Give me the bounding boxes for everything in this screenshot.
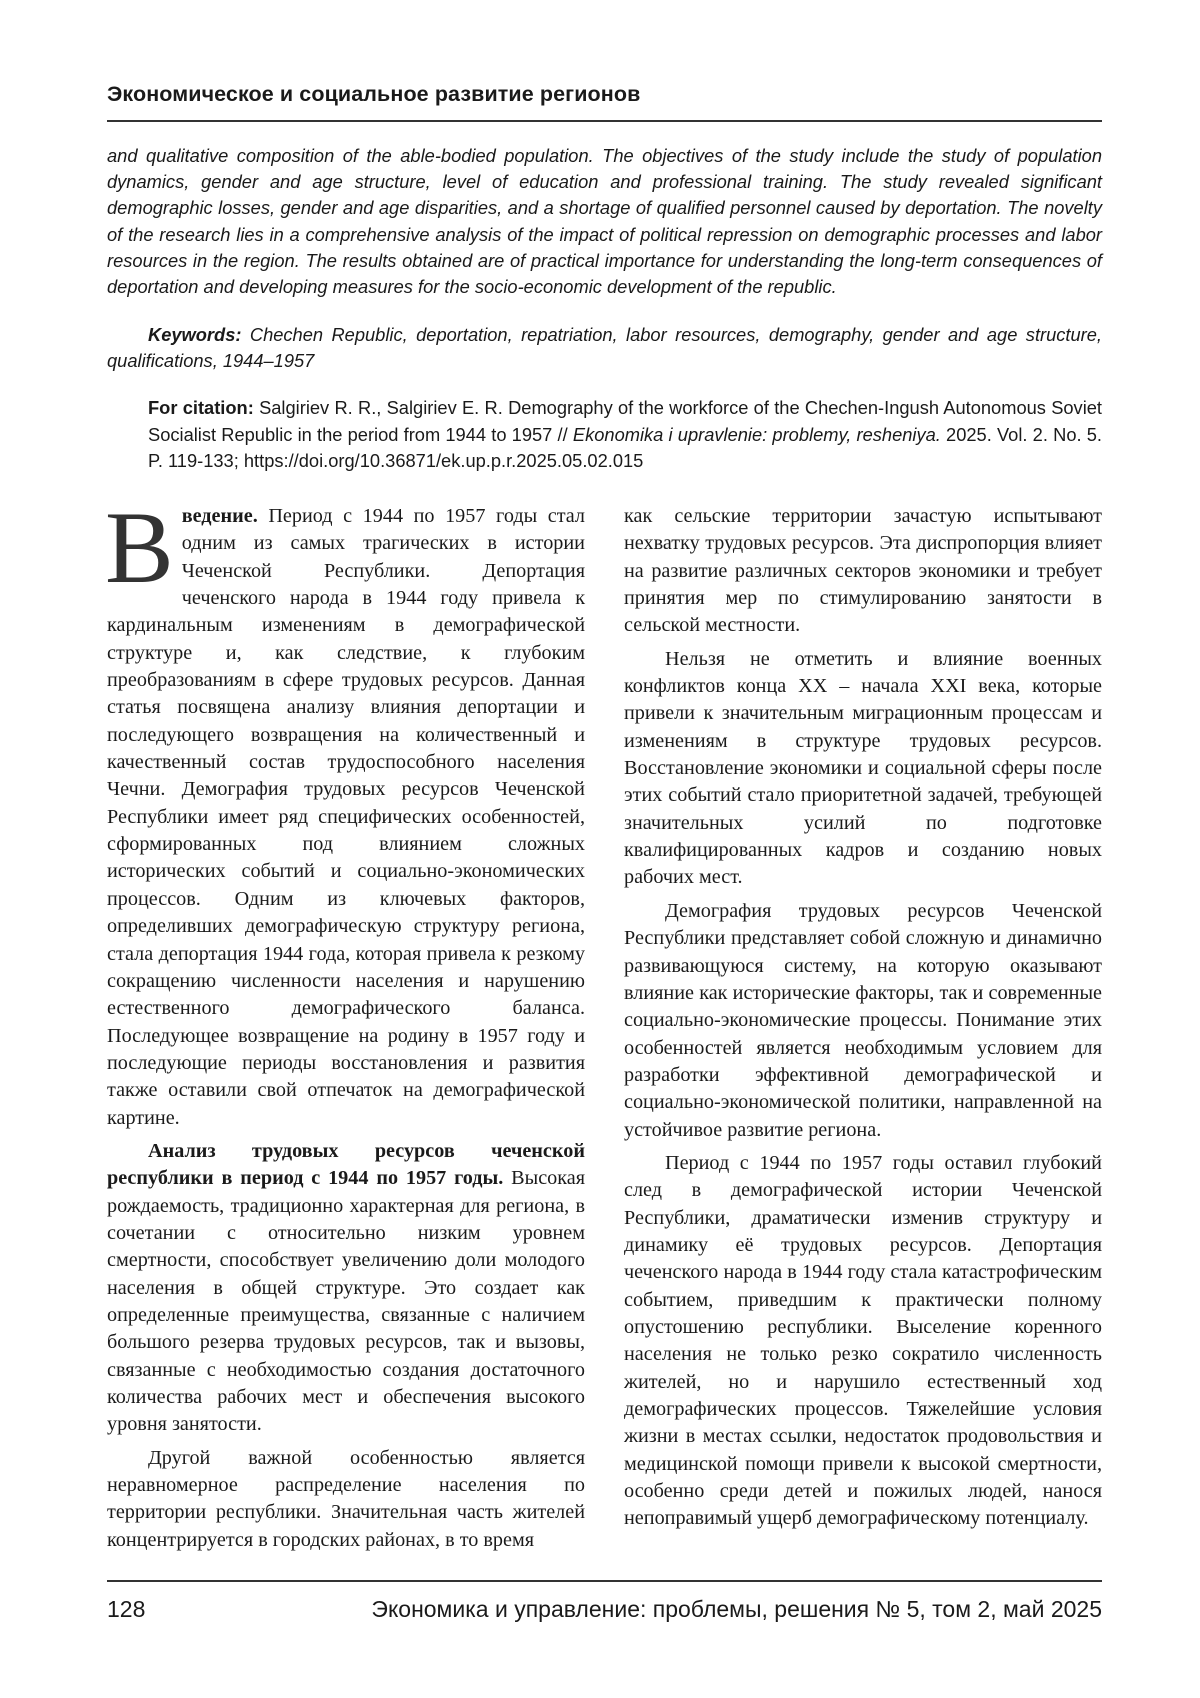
body-paragraph: как сельские территории зачастую испытывают нехватку трудовых ресурсов. Эта диспропорция влияет на развитие различных секторов экономики и требует принятия мер по стимулированию занятости в сельской местности. bbox=[624, 503, 1102, 640]
section-text: Высокая рождаемость, традиционно характерная для региона, в сочетании с относительно низким уровнем смертности, способствует увеличению доли молодого населения в общей структуре. Это создает как определенные преимущества, связанные с наличием большого резерва трудовых ресурсов, так и вызовы, связанные с необходимостью создания достаточного количества рабочих мест и обеспечения высокого уровня занятости. bbox=[107, 1167, 585, 1435]
running-title: Экономическое и социальное развитие регионов bbox=[107, 82, 1102, 107]
keywords bbox=[107, 322, 1102, 374]
header-divider bbox=[107, 120, 1102, 122]
citation-text-before: Salgiriev R. R., Salgiriev E. R. Demography of the workforce of the Chechen-Ingush Autonomous Soviet Socialist Republic in the period from 1944 to 1957 // bbox=[148, 397, 1102, 445]
body-column-left bbox=[107, 503, 585, 1560]
citation-text-after: 2025. Vol. 2. No. 5. P. 119-133; https://doi.org/10.36871/ek.up.p.r.2025.05.02.015 bbox=[148, 424, 1102, 472]
footer-divider bbox=[107, 1580, 1102, 1582]
keywords-text: Chechen Republic, deportation, repatriation, labor resources, demography, gender and age structure, qualifications, 1944–1957 bbox=[107, 324, 1102, 371]
abstract-text: and qualitative composition of the able-bodied population. The objectives of the study include the study of population dynamics, gender and age structure, level of education and professional training. The study revealed significant demographic losses, gender and age disparities, and a shortage of qualified personnel caused by deportation. The novelty of the research lies in a comprehensive analysis of the impact of political repression on demographic processes and labor resources in the region. The results obtained are of practical importance for understanding the long-term consequences of deportation and developing measures for the socio-economic development of the republic. bbox=[107, 143, 1102, 300]
body-paragraph: Демография трудовых ресурсов Чеченской Республики представляет собой сложную и динамично развивающуюся систему, на которую оказывают влияние как исторические факторы, так и современные социально-экономические процессы. Понимание этих особенностей является необходимым условием для разработки эффективной демографической и социально-экономической политики, направленной на устойчивое развитие региона. bbox=[624, 898, 1102, 1144]
body-column-right bbox=[624, 503, 1102, 1539]
journal-page bbox=[0, 0, 1200, 1698]
intro-heading: ведение. bbox=[182, 505, 258, 527]
intro-paragraph bbox=[107, 503, 585, 1132]
section-heading: Анализ трудовых ресурсов чеченской республики в период с 1944 по 1957 годы. bbox=[107, 1140, 585, 1189]
section-paragraph bbox=[107, 1138, 585, 1439]
citation-label: For citation: bbox=[148, 397, 254, 418]
page-number: 128 bbox=[107, 1596, 145, 1623]
citation bbox=[148, 395, 1102, 475]
body-paragraph: Другой важной особенностью является неравномерное распределение населения по территории республики. Значительная часть жителей концентрируется в городских районах, в то время bbox=[107, 1445, 585, 1554]
journal-footer: Экономика и управление: проблемы, решения № 5, том 2, май 2025 bbox=[371, 1596, 1102, 1623]
body-paragraph: Период с 1944 по 1957 годы оставил глубокий след в демографической истории Чеченской Республики, драматически изменив структуру и динамику её трудовых ресурсов. Депортация чеченского народа в 1944 году стала катастрофическим событием, приведшим к практически полному опустошению республики. Выселение коренного населения не только резко сократило численность жителей, но и нарушило естественный ход демографических процессов. Тяжелейшие условия жизни в местах ссылки, недостаток продовольствия и медицинской помощи привели к высокой смертности, особенно среди детей и пожилых людей, нанося непоправимый ущерб демографическому потенциалу. bbox=[624, 1150, 1102, 1533]
drop-cap: В bbox=[105, 507, 174, 589]
intro-text: Период с 1944 по 1957 годы стал одним из самых трагических в истории Чеченской Республики. Депортация чеченского народа в 1944 году привела к кардинальным изменениям в демографической структуре и, как следствие, к глубоким преобразованиям в сфере трудовых ресурсов. Данная статья посвящена анализу влияния депортации и последующего возвращения на количественный и качественный состав трудоспособного населения Чечни. Демография трудовых ресурсов Чеченской Республики имеет ряд специфических особенностей, сформированных под влиянием сложных исторических событий и социально-экономических процессов. Одним из ключевых факторов, определивших демографическую структуру региона, стала депортация 1944 года, которая привела к резкому сокращению численности населения и нарушению естественного демографического баланса. Последующее возвращение на родину в 1957 году и последующие периоды восстановления и развития также оставили свой отпечаток на демографической картине. bbox=[107, 505, 585, 1129]
body-paragraph: Нельзя не отметить и влияние военных конфликтов конца XX – начала XXI века, которые привели к значительным миграционным процессам и изменениям в структуре трудовых ресурсов. Восстановление экономики и социальной сферы после этих событий стало приоритетной задачей, требующей значительных усилий по подготовке квалифицированных кадров и созданию новых рабочих мест. bbox=[624, 646, 1102, 892]
citation-journal-title: Ekonomika i upravlenie: problemy, resheniya. bbox=[573, 424, 941, 445]
keywords-label: Keywords: bbox=[148, 324, 241, 345]
